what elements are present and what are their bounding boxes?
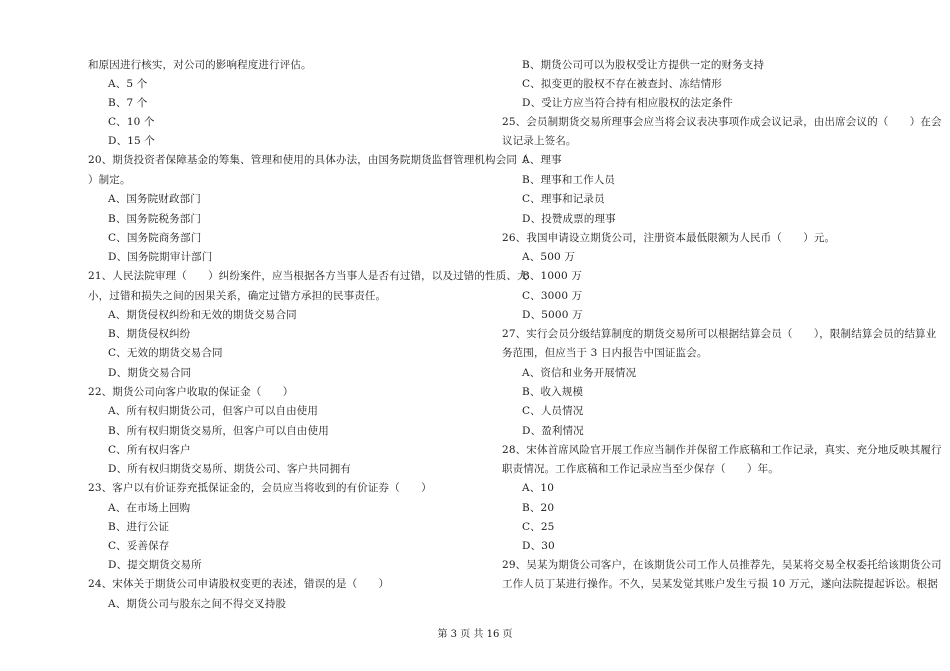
option-line: C、妥善保存 xyxy=(108,540,170,552)
option-line: D、15 个 xyxy=(108,135,156,147)
option-line: B、1000 万 xyxy=(522,270,582,282)
option-line: D、受让方应当符合持有相应股权的法定条件 xyxy=(522,97,733,109)
option-line: D、5000 万 xyxy=(522,309,583,321)
option-line: C、国务院商务部门 xyxy=(108,232,202,244)
option-line: C、人员情况 xyxy=(522,405,584,417)
option-line: C、所有权归客户 xyxy=(108,444,191,456)
question-line: 工作人员丁某进行操作。不久，吴某发觉其账户发生亏损 10 万元，遂向法院提起诉讼。根据 xyxy=(502,578,938,590)
question-line: 27、实行会员分级结算制度的期货交易所可以根据结算会员（ ），限制结算会员的结算业 xyxy=(502,328,937,340)
question-line: 24、宋体关于期货公司申请股权变更的表述，错误的是（ ） xyxy=(88,578,390,590)
option-line: D、所有权归期货交易所、期货公司、客户共同拥有 xyxy=(108,463,351,475)
option-line: C、拟变更的股权不存在被查封、冻结情形 xyxy=(522,78,722,90)
option-line: A、期货侵权纠纷和无效的期货交易合同 xyxy=(108,309,297,321)
option-line: A、理事 xyxy=(522,154,562,166)
option-line: C、3000 万 xyxy=(522,290,583,302)
question-line: 20、期货投资者保障基金的筹集、管理和使用的具体办法，由国务院期货监督管理机构会同（ xyxy=(88,154,528,166)
option-line: A、在市场上回购 xyxy=(108,502,191,514)
option-line: B、所有权归期货交易所，但客户可以自由使用 xyxy=(108,425,329,437)
option-line: A、500 万 xyxy=(522,251,576,263)
question-line: 23、客户以有价证券充抵保证金的，会员应当将收到的有价证券（ ） xyxy=(88,482,432,494)
option-line: B、理事和工作人员 xyxy=(522,174,616,186)
option-line: A、国务院财政部门 xyxy=(108,193,201,205)
question-line: 28、宋体首席风险官开展工作应当制作并保留工作底稿和工作记录，真实、充分地反映其履行 xyxy=(502,444,942,456)
option-line: A、所有权归期货公司，但客户可以自由使用 xyxy=(108,405,319,417)
option-line: B、国务院税务部门 xyxy=(108,213,202,225)
question-line: 务范围，但应当于 3 日内报告中国证监会。 xyxy=(502,347,708,359)
option-line: D、提交期货交易所 xyxy=(108,559,202,571)
question-line: 26、我国申请设立期货公司，注册资本最低限额为人民币（ ）元。 xyxy=(502,232,836,244)
text-line: 和原因进行核实，对公司的影响程度进行评估。 xyxy=(88,59,312,71)
option-line: A、期货公司与股东之间不得交叉持股 xyxy=(108,598,287,610)
option-line: B、7 个 xyxy=(108,97,148,109)
option-line: D、期货交易合同 xyxy=(108,367,192,379)
option-line: A、5 个 xyxy=(108,78,148,90)
question-line: 小，过错和损失之间的因果关系，确定过错方承担的民事责任。 xyxy=(88,290,387,302)
page-number: 第 3 页 共 16 页 xyxy=(437,629,513,640)
option-line: C、25 xyxy=(522,521,555,533)
option-line: D、投赞成票的理事 xyxy=(522,213,616,225)
option-line: D、盈利情况 xyxy=(522,425,584,437)
option-line: B、期货公司可以为股权受让方提供一定的财务支持 xyxy=(522,59,765,71)
question-line: ）制定。 xyxy=(88,174,131,186)
question-line: 22、期货公司向客户收取的保证金（ ） xyxy=(88,386,294,398)
option-line: C、10 个 xyxy=(108,116,155,128)
question-line: 29、吴某为期货公司客户，在该期货公司工作人员推荐先，吴某将交易全权委托给该期货公司 xyxy=(502,559,942,571)
option-line: A、10 xyxy=(522,482,555,494)
option-line: B、期货侵权纠纷 xyxy=(108,328,191,340)
option-line: D、30 xyxy=(522,540,555,552)
question-line: 职责情况。工作底稿和工作记录应当至少保存（ ）年。 xyxy=(502,463,779,475)
option-line: B、20 xyxy=(522,502,555,514)
option-line: C、理事和记录员 xyxy=(522,193,605,205)
option-line: B、进行公证 xyxy=(108,521,170,533)
option-line: A、资信和业务开展情况 xyxy=(522,367,637,379)
option-line: B、收入规模 xyxy=(522,386,584,398)
question-line: 议记录上签名。 xyxy=(502,135,577,147)
option-line: C、无效的期货交易合同 xyxy=(108,347,223,359)
option-line: D、国务院期审计部门 xyxy=(108,251,213,263)
question-line: 25、会员制期货交易所理事会应当将会议表决事项作成会议记录，由出席会议的（ ）在会 xyxy=(502,116,942,128)
question-line: 21、人民法院审理（ ）纠纷案件，应当根据各方当事人是否有过错，以及过错的性质、大 xyxy=(88,270,528,282)
